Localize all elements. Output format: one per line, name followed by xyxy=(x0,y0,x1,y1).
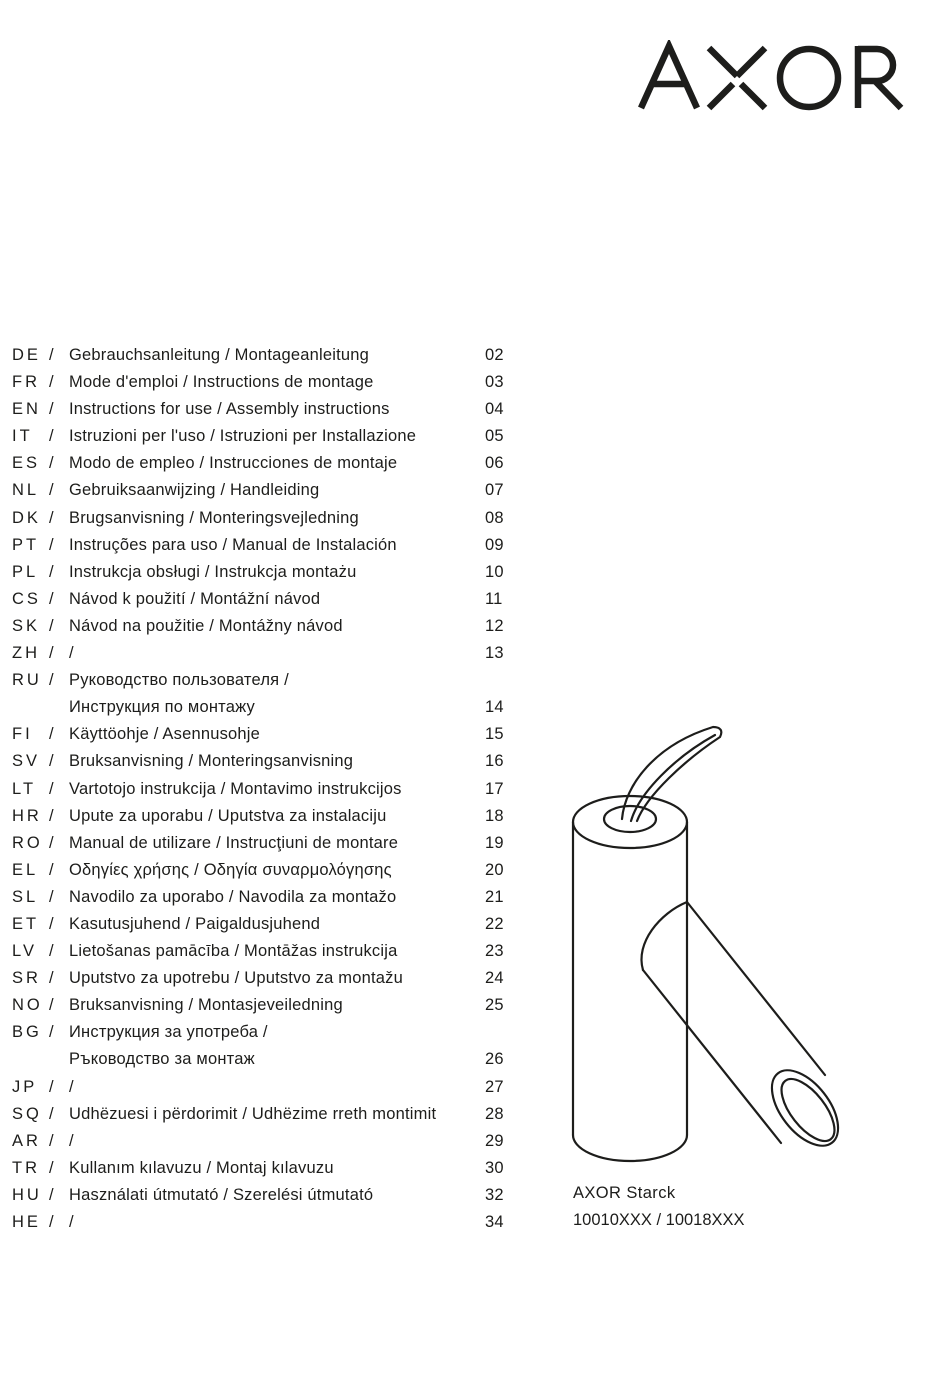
language-code: FR xyxy=(12,373,40,392)
page-number: 19 xyxy=(485,833,504,852)
page-number: 02 xyxy=(485,346,504,364)
product-caption xyxy=(573,1180,745,1234)
document-title: Lietošanas pamācība / Montāžas instrukcija xyxy=(69,942,398,961)
axor-logo-icon xyxy=(637,40,909,112)
toc-row xyxy=(12,992,512,1019)
language-code: LV xyxy=(12,942,37,961)
separator: / xyxy=(49,779,54,798)
page-number: 04 xyxy=(485,400,504,419)
page-number: 25 xyxy=(485,996,504,1015)
language-code: NO xyxy=(12,996,43,1015)
document-title: Инструкция по монтажу xyxy=(69,698,255,717)
document-title: Instruções para uso / Manual de Instalación xyxy=(69,535,397,554)
toc-row xyxy=(12,450,512,477)
separator: / xyxy=(49,1023,54,1042)
page-number: 27 xyxy=(485,1077,504,1096)
language-code: CS xyxy=(12,589,41,608)
language-code: LT xyxy=(12,779,37,798)
document-title: Ръководство за монтаж xyxy=(69,1050,255,1069)
document-title: Udhëzuesi i përdorimit / Udhëzime rreth montimit xyxy=(69,1104,437,1123)
page-number: 05 xyxy=(485,427,504,446)
language-code: SL xyxy=(12,887,39,906)
language-code: TR xyxy=(12,1158,40,1177)
document-title: / xyxy=(69,1077,74,1096)
separator: / xyxy=(49,969,54,988)
basin-mixer-illustration-icon xyxy=(565,715,855,1170)
document-title: / xyxy=(69,1131,74,1150)
separator: / xyxy=(49,589,54,608)
language-code: ET xyxy=(12,914,40,933)
document-title: Инструкция за употреба / xyxy=(69,1023,268,1042)
page-number: 22 xyxy=(485,914,504,933)
separator: / xyxy=(49,508,54,527)
separator: / xyxy=(49,1158,54,1177)
toc-row xyxy=(12,938,512,965)
toc-row xyxy=(12,776,512,803)
language-code: SQ xyxy=(12,1104,42,1123)
toc-row xyxy=(12,423,512,450)
language-code: EN xyxy=(12,400,41,419)
language-code: EL xyxy=(12,860,39,879)
page-number: 09 xyxy=(485,535,504,554)
toc-row xyxy=(12,857,512,884)
separator: / xyxy=(49,752,54,771)
toc-row xyxy=(12,830,512,857)
toc-row xyxy=(12,505,512,532)
document-title: Navodilo za uporabo / Navodila za montažo xyxy=(69,887,397,906)
page-number: 16 xyxy=(485,752,504,771)
language-code: SR xyxy=(12,969,41,988)
separator: / xyxy=(49,1104,54,1123)
separator: / xyxy=(49,887,54,906)
document-title: Modo de empleo / Instrucciones de montaje xyxy=(69,454,398,473)
document-title: / xyxy=(69,1213,74,1231)
toc-row xyxy=(12,1182,512,1209)
page-number: 23 xyxy=(485,942,504,961)
language-code: PT xyxy=(12,535,40,554)
toc-row xyxy=(12,1019,512,1046)
toc-row xyxy=(12,1101,512,1128)
page-number: 08 xyxy=(485,508,504,527)
page-number: 11 xyxy=(485,589,503,608)
page-number: 26 xyxy=(485,1050,504,1069)
language-code: HR xyxy=(12,806,42,825)
separator: / xyxy=(49,1213,54,1231)
toc-row xyxy=(12,477,512,504)
document-title: Gebruiksaanwijzing / Handleiding xyxy=(69,481,320,500)
document-title: Uputstvo za upotrebu / Uputstvo za montažu xyxy=(69,969,403,988)
toc-row xyxy=(12,396,512,423)
language-table-of-contents xyxy=(12,342,512,1236)
document-title: Instructions for use / Assembly instructions xyxy=(69,400,390,419)
toc-row xyxy=(12,342,512,369)
toc-row xyxy=(12,965,512,992)
language-code: HU xyxy=(12,1185,42,1204)
product-name: AXOR Starck xyxy=(573,1184,676,1202)
toc-row xyxy=(12,721,512,748)
toc-row xyxy=(12,1155,512,1182)
language-code: BG xyxy=(12,1023,42,1042)
document-title: Руководство пользователя / xyxy=(69,671,289,690)
language-code: ES xyxy=(12,454,41,473)
separator: / xyxy=(49,1185,54,1204)
separator: / xyxy=(49,454,54,473)
document-title: Manual de utilizare / Instrucţiuni de montare xyxy=(69,833,399,852)
toc-row xyxy=(12,586,512,613)
document-title: Οδηγίες χρήσης / Οδηγία συναρμολόγησης xyxy=(69,860,392,879)
separator: / xyxy=(49,644,54,663)
page-number: 30 xyxy=(485,1158,504,1177)
separator: / xyxy=(49,481,54,500)
document-title: / xyxy=(69,644,74,663)
language-code: FI xyxy=(12,725,33,744)
document-title: Használati útmutató / Szerelési útmutató xyxy=(69,1185,374,1204)
document-title: Vartotojo instrukcija / Montavimo instrukcijos xyxy=(69,779,402,798)
product-illustration xyxy=(565,715,855,1170)
language-code: JP xyxy=(12,1077,38,1096)
toc-row xyxy=(12,613,512,640)
separator: / xyxy=(49,562,54,581)
language-code: IT xyxy=(12,427,33,446)
document-title: Gebrauchsanleitung / Montageanleitung xyxy=(69,346,370,364)
language-code: AR xyxy=(12,1131,41,1150)
separator: / xyxy=(49,806,54,825)
language-code: RU xyxy=(12,671,42,690)
toc-row xyxy=(12,532,512,559)
page-number: 18 xyxy=(485,806,504,825)
document-title: Mode d'emploi / Instructions de montage xyxy=(69,373,374,392)
toc-row xyxy=(12,911,512,938)
page-number: 12 xyxy=(485,616,504,635)
document-title: Bruksanvisning / Monteringsanvisning xyxy=(69,752,354,771)
document-title: Instrukcja obsługi / Instrukcja montażu xyxy=(69,562,357,581)
separator: / xyxy=(49,616,54,635)
page-number: 34 xyxy=(485,1213,504,1231)
toc-row xyxy=(12,884,512,911)
toc-row xyxy=(12,369,512,396)
page-number: 24 xyxy=(485,969,504,988)
page-number: 10 xyxy=(485,562,504,581)
language-code: HE xyxy=(12,1213,41,1231)
document-title: Bruksanvisning / Montasjeveiledning xyxy=(69,996,343,1015)
separator: / xyxy=(49,1131,54,1150)
page-number: 32 xyxy=(485,1185,504,1204)
document-title: Kullanım kılavuzu / Montaj kılavuzu xyxy=(69,1158,334,1177)
separator: / xyxy=(49,346,54,364)
axor-logo xyxy=(637,40,909,112)
separator: / xyxy=(49,833,54,852)
product-article-numbers: 10010XXX / 10018XXX xyxy=(573,1211,745,1230)
toc-row xyxy=(12,803,512,830)
page-number: 03 xyxy=(485,373,504,392)
document-title: Käyttöohje / Asennusohje xyxy=(69,725,261,744)
separator: / xyxy=(49,996,54,1015)
language-code: DE xyxy=(12,346,41,364)
page-number: 28 xyxy=(485,1104,504,1123)
page-number: 07 xyxy=(485,481,504,500)
toc-row xyxy=(12,1046,512,1073)
separator: / xyxy=(49,373,54,392)
document-title: Návod k použití / Montážní návod xyxy=(69,589,321,608)
language-code: NL xyxy=(12,481,40,500)
separator: / xyxy=(49,671,54,690)
toc-row xyxy=(12,667,512,694)
separator: / xyxy=(49,400,54,419)
toc-row xyxy=(12,1128,512,1155)
language-code: RO xyxy=(12,833,43,852)
language-code: PL xyxy=(12,562,39,581)
page-number: 06 xyxy=(485,454,504,473)
separator: / xyxy=(49,860,54,879)
toc-row xyxy=(12,748,512,775)
document-title: Návod na použitie / Montážny návod xyxy=(69,616,343,635)
page-number: 21 xyxy=(485,887,504,906)
separator: / xyxy=(49,427,54,446)
page-number: 15 xyxy=(485,725,504,744)
separator: / xyxy=(49,942,54,961)
language-code: SK xyxy=(12,616,41,635)
separator: / xyxy=(49,725,54,744)
document-title: Kasutusjuhend / Paigaldusjuhend xyxy=(69,914,321,933)
document-title: Brugsanvisning / Monteringsvejledning xyxy=(69,508,359,527)
page-number: 17 xyxy=(485,779,504,798)
toc-row xyxy=(12,640,512,667)
page-number: 14 xyxy=(485,698,504,717)
separator: / xyxy=(49,535,54,554)
language-code: SV xyxy=(12,752,41,771)
document-title: Istruzioni per l'uso / Istruzioni per Installazione xyxy=(69,427,417,446)
page-number: 29 xyxy=(485,1131,504,1150)
toc-row xyxy=(12,559,512,586)
toc-row xyxy=(12,694,512,721)
toc-row xyxy=(12,1074,512,1101)
language-code: ZH xyxy=(12,644,40,663)
toc-row xyxy=(12,1209,512,1236)
document-title: Upute za uporabu / Uputstva za instalaciju xyxy=(69,806,387,825)
language-code: DK xyxy=(12,508,41,527)
separator: / xyxy=(49,1077,54,1096)
page-number: 20 xyxy=(485,860,504,879)
separator: / xyxy=(49,914,54,933)
page-number: 13 xyxy=(485,644,504,663)
